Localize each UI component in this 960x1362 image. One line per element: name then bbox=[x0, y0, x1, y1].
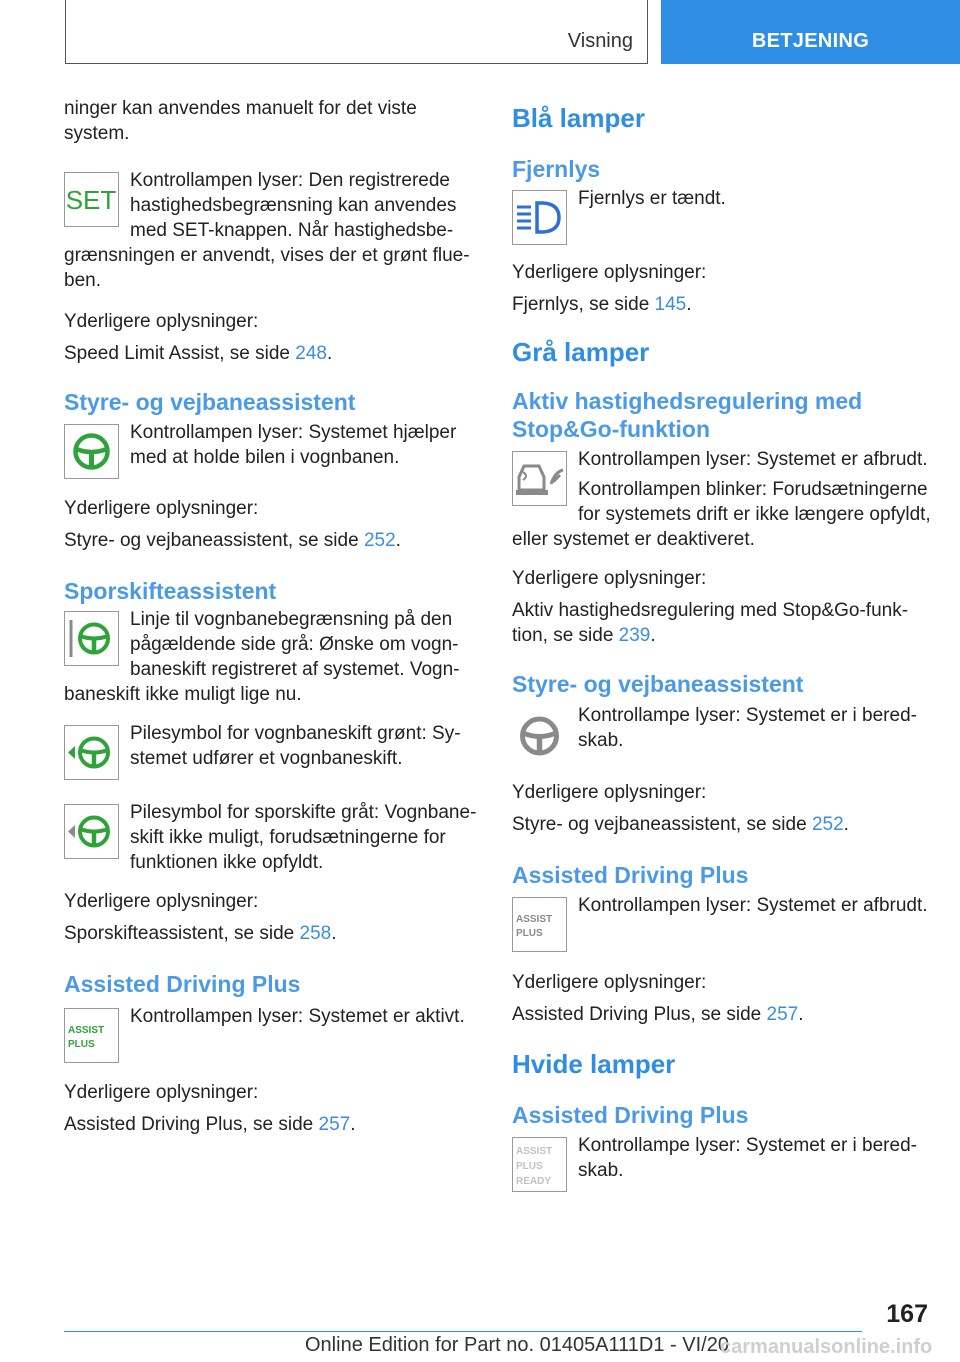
assist-plus-ready-icon bbox=[512, 1137, 567, 1192]
adp-entry-left bbox=[64, 1004, 479, 1067]
spor-entry-1 bbox=[64, 607, 479, 707]
high-beam-icon bbox=[512, 190, 567, 245]
watermark: carmanualsonline.info bbox=[720, 1336, 933, 1358]
fjern-entry bbox=[512, 186, 932, 249]
adp-entry-white bbox=[512, 1133, 932, 1196]
fjern-more: Yderligere oplysninger: bbox=[512, 262, 707, 283]
set-text: Kontrollampen lyser: Den registrerede hastighedsbegrænsning kan anvendes med SET-knappen. Når hastighedsbegrænsningen er anvendt, vises der et grønt flueben. bbox=[64, 170, 470, 291]
assist-ready-label: ASSIST bbox=[516, 1146, 553, 1157]
heading-spor: Sporskifteassistent bbox=[64, 578, 277, 604]
steering-wheel-green-icon bbox=[64, 424, 119, 479]
assist-plus-green-icon bbox=[64, 1008, 119, 1063]
styre-text-left: Kontrollampen lyser: Systemet hjælper med at holde bilen i vognbanen. bbox=[130, 422, 457, 468]
set-reference: Speed Limit Assist, se side 248. bbox=[64, 343, 333, 364]
acc-stop-go-grey-icon bbox=[512, 451, 567, 506]
page-number: 167 bbox=[886, 1300, 928, 1328]
styre-text-right: Kontrollampe lyser: Systemet er i beredskab. bbox=[578, 705, 917, 751]
plus-label: PLUS bbox=[68, 1039, 95, 1050]
adp-reference-left: Assisted Driving Plus, se side 257. bbox=[64, 1114, 356, 1135]
lane-change-arrow-grey-icon bbox=[64, 804, 119, 859]
footer-divider bbox=[64, 1331, 862, 1332]
adp-text-right: Kontrollampen lyser: Systemet er afbrudt. bbox=[578, 895, 928, 916]
heading-styre-right: Styre- og vejbaneassistent bbox=[512, 671, 804, 697]
header-chapter-tab[interactable] bbox=[661, 0, 960, 64]
right-column bbox=[512, 96, 932, 1196]
plus-ready-label: PLUS bbox=[516, 1161, 543, 1172]
page-link-252-right[interactable]: 252 bbox=[811, 814, 844, 835]
set-icon-label: SET bbox=[65, 185, 117, 215]
set-more-label: Yderligere oplysninger: bbox=[64, 311, 259, 332]
styre-entry-left bbox=[64, 420, 479, 483]
assist-label: ASSIST bbox=[68, 1025, 105, 1036]
steering-wheel-grey-icon bbox=[512, 707, 567, 762]
styre-more-right: Yderligere oplysninger: bbox=[512, 782, 707, 803]
page-link-239[interactable]: 239 bbox=[618, 625, 651, 646]
heading-styre-left: Styre- og vejbaneassistent bbox=[64, 389, 356, 415]
footer-edition: Online Edition for Part no. 01405A111D1 - VI/20 bbox=[305, 1334, 729, 1356]
aktiv-text-2: Kontrollampen blinker: Forudsætningerne for systemets drift er ikke længere opfyldt, eller systemet er deaktiveret. bbox=[512, 479, 931, 550]
aktiv-reference: Aktiv hastighedsregulering med Stop&Go-funktion, se side 239. bbox=[512, 600, 909, 646]
adp-text-left: Kontrollampen lyser: Systemet er aktivt. bbox=[130, 1006, 465, 1027]
styre-more-left: Yderligere oplysninger: bbox=[64, 498, 259, 519]
ready-label: READY bbox=[516, 1176, 552, 1187]
header-section-title: Visning bbox=[567, 30, 633, 52]
adp-text-white: Kontrollampe lyser: Systemet er i beredskab. bbox=[578, 1135, 917, 1181]
heading-hvide: Hvide lamper bbox=[512, 1049, 676, 1079]
lane-limit-grey-icon bbox=[64, 611, 119, 666]
spor-more: Yderligere oplysninger: bbox=[64, 891, 259, 912]
styre-reference-right: Styre- og vejbaneassistent, se side 252. bbox=[512, 814, 849, 835]
heading-graa: Grå lamper bbox=[512, 337, 650, 367]
header-section-box bbox=[65, 0, 648, 64]
heading-aktiv: Aktiv hastighedsregulering med Stop&Go-funktion bbox=[512, 388, 863, 442]
spor-text-2: Pilesymbol for vognbaneskift grønt: Systemet udfører et vognbaneskift. bbox=[130, 723, 461, 769]
plus-grey-label: PLUS bbox=[516, 928, 543, 939]
styre-entry-right bbox=[512, 703, 932, 766]
adp-reference-right: Assisted Driving Plus, se side 257. bbox=[512, 1004, 804, 1025]
heading-adp-white: Assisted Driving Plus bbox=[512, 1102, 749, 1128]
spor-text-1: Linje til vognbanebegrænsning på den pågældende side grå: Ønske om vognbaneskift registreret af systemet. Vognbaneskift ikke muligt lige nu. bbox=[64, 609, 460, 705]
intro-text: ninger kan anvendes manuelt for det viste system. bbox=[64, 98, 417, 144]
left-column bbox=[64, 96, 479, 1137]
spor-reference: Sporskifteassistent, se side 258. bbox=[64, 923, 337, 944]
aktiv-text-1: Kontrollampen lyser: Systemet er afbrudt. bbox=[578, 449, 928, 470]
adp-entry-right bbox=[512, 893, 932, 956]
page-link-145[interactable]: 145 bbox=[654, 294, 687, 315]
heading-blaa: Blå lamper bbox=[512, 103, 645, 133]
heading-fjern: Fjernlys bbox=[512, 156, 601, 182]
spor-text-3: Pilesymbol for sporskifte gråt: Vognbaneskift ikke muligt, forudsætningerne for funktionen ikke opfyldt. bbox=[130, 802, 477, 873]
spor-entry-2 bbox=[64, 721, 479, 784]
assist-grey-label: ASSIST bbox=[516, 914, 553, 925]
adp-more-right: Yderligere oplysninger: bbox=[512, 972, 707, 993]
page-link-257-right[interactable]: 257 bbox=[766, 1004, 799, 1025]
lane-change-arrow-green-icon bbox=[64, 725, 119, 780]
page-link-258[interactable]: 258 bbox=[299, 923, 332, 944]
set-entry bbox=[64, 168, 479, 293]
spor-entry-3 bbox=[64, 800, 479, 875]
styre-reference-left: Styre- og vejbaneassistent, se side 252. bbox=[64, 530, 401, 551]
page-link-257-left[interactable]: 257 bbox=[318, 1114, 351, 1135]
page-link-252[interactable]: 252 bbox=[363, 530, 396, 551]
page-link-248[interactable]: 248 bbox=[295, 343, 327, 364]
heading-adp-right: Assisted Driving Plus bbox=[512, 862, 749, 888]
header-chapter-title: BETJENING bbox=[751, 30, 870, 52]
aktiv-entry bbox=[512, 447, 932, 552]
aktiv-more: Yderligere oplysninger: bbox=[512, 568, 707, 589]
fjern-text: Fjernlys er tændt. bbox=[578, 188, 726, 209]
heading-adp-left: Assisted Driving Plus bbox=[64, 971, 301, 997]
set-lamp-icon bbox=[64, 172, 119, 227]
assist-plus-grey-icon bbox=[512, 897, 567, 952]
adp-more-left: Yderligere oplysninger: bbox=[64, 1082, 259, 1103]
fjern-reference: Fjernlys, se side 145. bbox=[512, 294, 692, 315]
